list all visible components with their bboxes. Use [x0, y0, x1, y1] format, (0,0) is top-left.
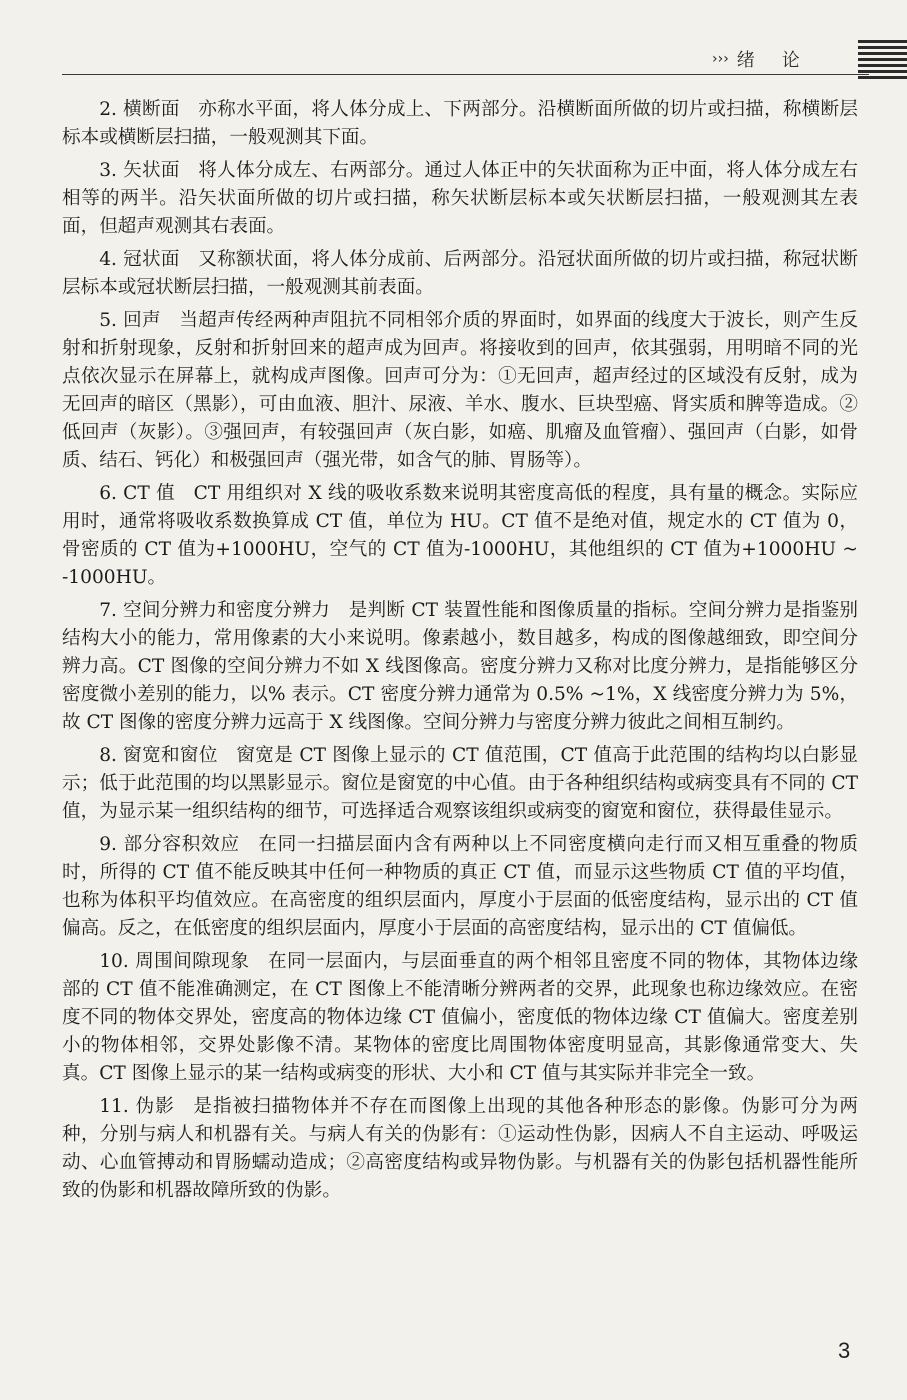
term-heading: 4. 冠状面	[99, 249, 180, 270]
paragraph-7	[62, 597, 858, 737]
term-heading: 8. 窗宽和窗位	[99, 745, 218, 766]
paragraph-text: 是判断 CT 装置性能和图像质量的指标。空间分辨力是指鉴别结构大小的能力，常用像素的大小来说明。像素越小，数目越多，构成的图像越细致，即空间分辨力高。CT 图像的空间分辨力不如 X 线图像高。密度分辨力又称对比度分辨力，是指能够区分密度微小差别的能力，以% 表示。CT 密度分辨力通常为 0.5% ~1%，X 线密度分辨力为 5%，故 CT 图像的密度分辨力远高于 X 线图像。空间分辨力与密度分辨力彼此之间相互制约。	[62, 600, 859, 733]
paragraph-11	[62, 1093, 858, 1205]
chapter-char-1: 绪	[736, 50, 756, 71]
paragraph-10	[62, 948, 858, 1088]
paragraph-3	[62, 157, 858, 241]
term-heading: 3. 矢状面	[99, 160, 180, 181]
paragraph-text: 亦称水平面，将人体分成上、下两部分。沿横断面所做的切片或扫描，称横断层标本或横断层扫描，一般观测其下面。	[62, 99, 858, 148]
chapter-char-2: 论	[781, 50, 801, 71]
paragraph-text: 在同一扫描层面内含有两种以上不同密度横向走行而又相互重叠的物质时，所得的 CT 值不能反映其中任何一种物质的真正 CT 值，而显示这些物质 CT 值的平均值，也称为体积平均值效应。在高密度的组织层面内，厚度小于层面的低密度结构，显示出的 CT 值偏高。反之，在低密度的组织层面内，厚度小于层面的高密度结构，显示出的 CT 值偏低。	[62, 834, 858, 939]
term-heading: 10. 周围间隙现象	[99, 951, 250, 972]
page-number: 3	[838, 1338, 851, 1363]
paragraph-text: 又称额状面，将人体分成前、后两部分。沿冠状面所做的切片或扫描，称冠状断层标本或冠状断层扫描，一般观测其前表面。	[62, 249, 858, 298]
term-heading: 6. CT 值	[99, 483, 176, 504]
term-heading: 9. 部分容积效应	[99, 834, 240, 855]
arrows-icon: ›››	[712, 51, 729, 67]
paragraph-text: 窗宽是 CT 图像上显示的 CT 值范围，CT 值高于此范围的结构均以白影显示；低于此范围的均以黑影显示。窗位是窗宽的中心值。由于各种组织结构或病变具有不同的 CT 值，为显示某一组织结构的细节，可选择适合观察该组织或病变的窗宽和窗位，获得最佳显示。	[62, 745, 858, 822]
paragraph-text: 是指被扫描物体并不存在而图像上出现的其他各种形态的影像。伪影可分为两种，分别与病人和机器有关。与病人有关的伪影有：①运动性伪影，因病人不自主运动、呼吸运动、心血管搏动和胃肠蠕动造成；②高密度结构或异物伪影。与机器有关的伪影包括机器性能所致的伪影和机器故障所致的伪影。	[62, 1096, 858, 1201]
header-rule	[62, 74, 869, 75]
term-heading: 7. 空间分辨力和密度分辨力	[99, 600, 331, 621]
term-heading: 2. 横断面	[99, 99, 180, 120]
paragraph-4	[62, 246, 858, 302]
term-heading: 11. 伪影	[99, 1096, 175, 1117]
paragraph-text: CT 用组织对 X 线的吸收系数来说明其密度高低的程度，具有量的概念。实际应用时，通常将吸收系数换算成 CT 值，单位为 HU。CT 值不是绝对值，规定水的 CT 值为 0，骨密质的 CT 值为+1000HU，空气的 CT 值为-1000HU，其他组织的 CT 值为+1000HU ~ -1000HU。	[62, 483, 858, 588]
chapter-title	[712, 46, 801, 72]
paragraph-2	[62, 96, 858, 152]
paragraph-8	[62, 742, 858, 826]
paragraph-9	[62, 831, 858, 943]
paragraph-text: 在同一层面内，与层面垂直的两个相邻且密度不同的物体，其物体边缘部的 CT 值不能准确测定，在 CT 图像上不能清晰分辨两者的交界，此现象也称边缘效应。在密度不同的物体交界处，密度高的物体边缘 CT 值偏小，密度低的物体边缘 CT 值偏大。密度差别小的物体相邻，交界处影像不清。某物体的密度比周围物体密度明显高，其影像通常变大、失真。CT 图像上显示的某一结构或病变的形状、大小和 CT 值与其实际并非完全一致。	[62, 951, 858, 1084]
paragraph-6	[62, 480, 858, 592]
body-text	[62, 96, 858, 1210]
paragraph-text: 当超声传经两种声阻抗不同相邻介质的界面时，如界面的线度大于波长，则产生反射和折射现象，反射和折射回来的超声成为回声。将接收到的回声，依其强弱，用明暗不同的光点依次显示在屏幕上，就构成声图像。回声可分为：①无回声，超声经过的区域没有反射，成为无回声的暗区（黑影），可由血液、胆汁、尿液、羊水、腹水、巨块型癌、肾实质和脾等造成。②低回声（灰影）。③强回声，有较强回声（灰白影，如癌、肌瘤及血管瘤）、强回声（白影，如骨质、结石、钙化）和极强回声（强光带，如含气的肺、胃肠等）。	[62, 310, 858, 471]
paragraph-text: 将人体分成左、右两部分。通过人体正中的矢状面称为正中面，将人体分成左右相等的两半。沿矢状面所做的切片或扫描，称矢状断层标本或矢状断层扫描，一般观测其左表面，但超声观测其右表面。	[62, 160, 858, 237]
running-header	[0, 0, 907, 80]
term-heading: 5. 回声	[99, 310, 161, 331]
paragraph-5	[62, 307, 858, 475]
